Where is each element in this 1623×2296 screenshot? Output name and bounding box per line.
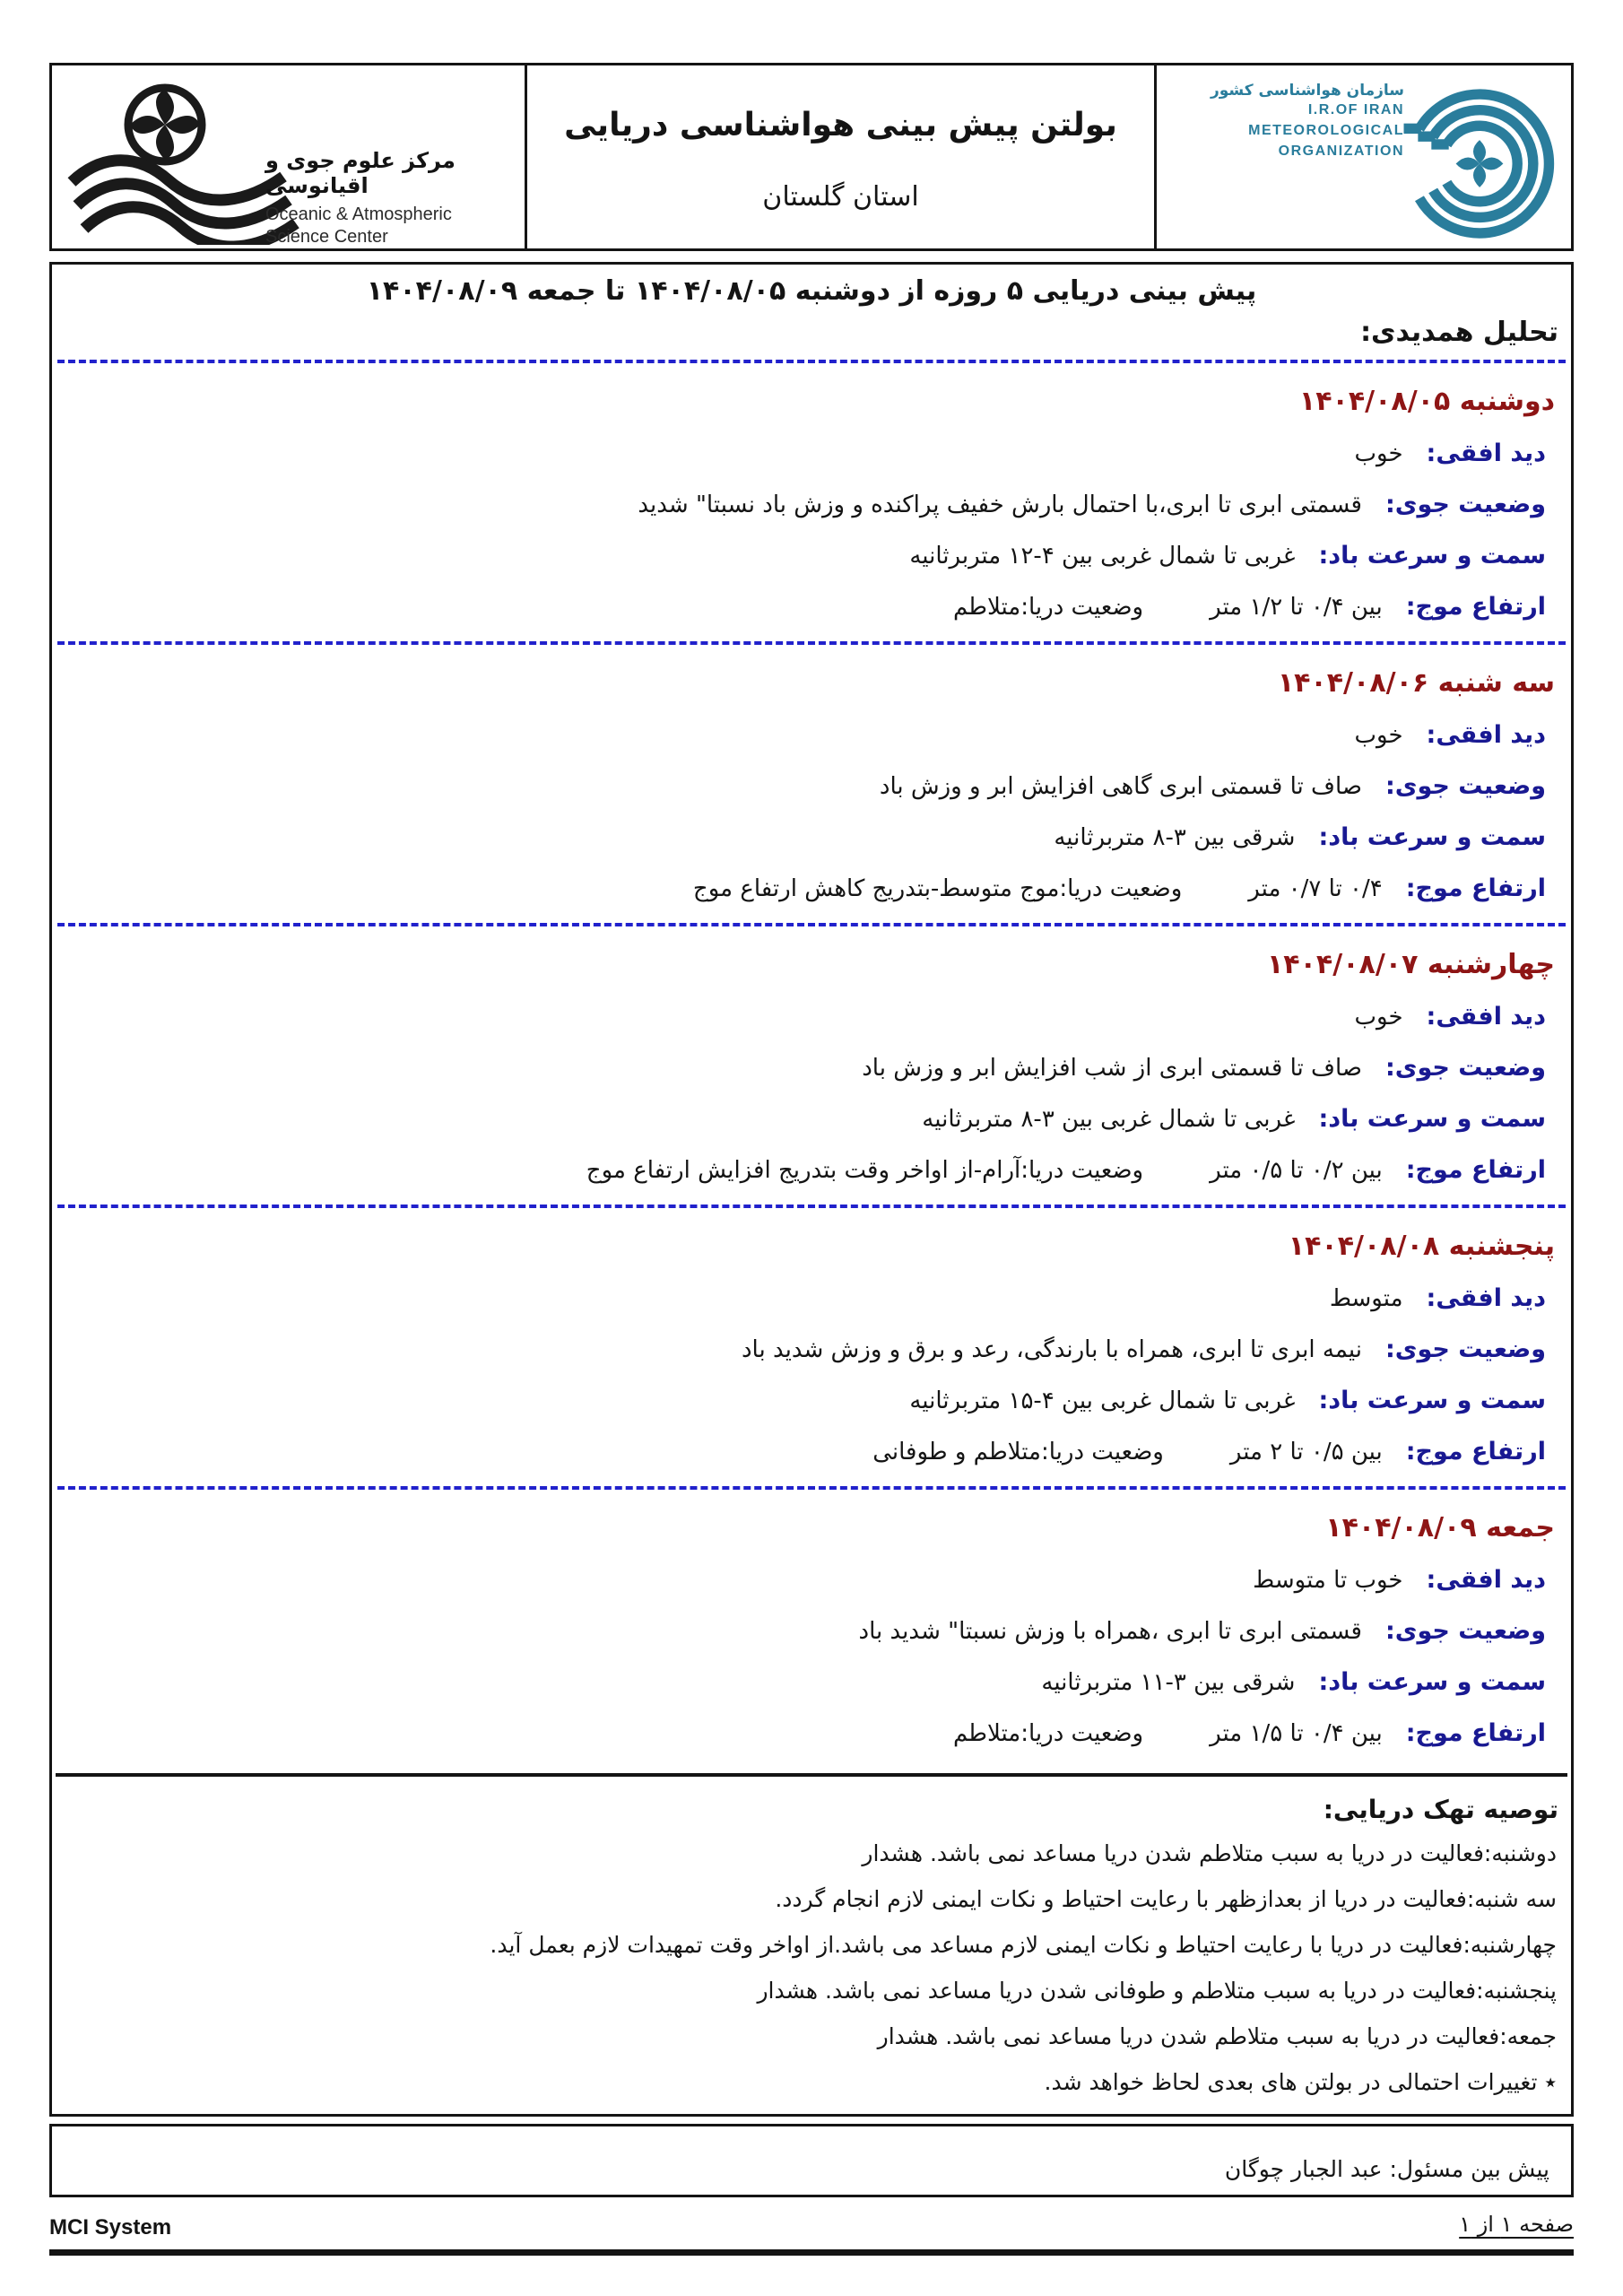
irimo-logo-cell (1157, 65, 1571, 248)
advisory-line: جمعه:فعالیت در دریا به سبب متلاطم شدن دریا مساعد نمی باشد. هشدار (877, 2023, 1557, 2049)
wind-row (52, 812, 1571, 863)
wave-label: ارتفاع موج: (1405, 1719, 1546, 1747)
day-date-heading: چهارشنبه ۱۴۰۴/۰۸/۰۷ (1267, 949, 1555, 980)
oasc-logo-text (265, 148, 516, 248)
day-forecast-monday (52, 383, 1571, 645)
visibility-label: دید افقی: (1426, 1284, 1546, 1312)
wave-row (52, 1708, 1571, 1759)
wind-value: غربی تا شمال غربی بین ۳-۸ متربرثانیه (922, 1105, 1296, 1133)
forecast-period-title: پیش بینی دریایی ۵ روزه از دوشنبه ۱۴۰۴/۰۸/۰۵ تا جمعه ۱۴۰۴/۰۸/۰۹ (366, 275, 1257, 307)
advisory-line: دوشنبه:فعالیت در دریا به سبب متلاطم شدن دریا مساعد نمی باشد. هشدار (862, 1840, 1557, 1866)
weather-value: نیمه ابری تا ابری، همراه با بارندگی، رعد و برق و وزش شدید باد (741, 1335, 1362, 1363)
day-date-heading: پنجشنبه ۱۴۰۴/۰۸/۰۸ (1288, 1231, 1555, 1262)
day-forecast-tuesday (52, 665, 1571, 926)
advisory-note: ٭ تغییرات احتمالی در بولتن های بعدی لحاظ خواهد شد. (1044, 2069, 1557, 2095)
weather-row (52, 1042, 1571, 1093)
weather-label: وضعیت جوی: (1384, 1617, 1546, 1645)
visibility-row (52, 1554, 1571, 1605)
page-number: صفحه ۱ از ۱ (1459, 2212, 1574, 2237)
visibility-value: متوسط (1329, 1284, 1403, 1312)
weather-label: وضعیت جوی: (1384, 772, 1546, 800)
oasc-english-name (265, 204, 516, 248)
sea-state-value: وضعیت دریا:متلاطم و طوفانی (872, 1438, 1164, 1465)
wind-value: غربی تا شمال غربی بین ۴-۱۵ متربرثانیه (909, 1387, 1296, 1414)
irimo-english-line3: ORGANIZATION (1278, 144, 1404, 159)
day-forecast-thursday (52, 1228, 1571, 1490)
oasc-logo-cell (52, 65, 527, 248)
day-date-heading: جمعه ۱۴۰۴/۰۸/۰۹ (1325, 1512, 1555, 1544)
title-cell (527, 65, 1157, 248)
irimo-spiral-icon (1401, 73, 1558, 248)
irimo-english-name (1211, 100, 1404, 161)
sea-state-value: وضعیت دریا:متلاطم (952, 1719, 1144, 1747)
wind-label: سمت و سرعت باد: (1318, 1387, 1546, 1414)
day-date-heading: سه شنبه ۱۴۰۴/۰۸/۰۶ (1277, 667, 1555, 699)
advisory-line: چهارشنبه:فعالیت در دریا با رعایت احتیاط و نکات ایمنی لازم مساعد می باشد.از اواخر وقت تمهیدات لازم بعمل آید. (490, 1932, 1557, 1958)
wave-value: بین ۰/۴ تا ۱/۵ متر (1210, 1719, 1383, 1747)
bulletin-title: بولتن پیش بینی هواشناسی دریایی (564, 107, 1117, 144)
wind-row (52, 1657, 1571, 1708)
forecast-body (49, 262, 1574, 2117)
dashed-divider (57, 360, 1566, 363)
mci-system-label: MCI System (49, 2215, 172, 2239)
wind-row (52, 1375, 1571, 1426)
wave-label: ارتفاع موج: (1405, 1438, 1546, 1465)
wave-label: ارتفاع موج: (1405, 1156, 1546, 1184)
visibility-row (52, 991, 1571, 1042)
wave-label: ارتفاع موج: (1405, 593, 1546, 621)
weather-value: قسمتی ابری تا ابری ،همراه با وزش نسبتا" شدید باد (858, 1617, 1362, 1645)
advisory-line: سه شنبه:فعالیت در دریا از بعدازظهر با رعایت احتیاط و نکات ایمنی لازم انجام گردد. (775, 1886, 1557, 1912)
header (49, 63, 1574, 251)
wave-value: بین ۰/۵ تا ۲ متر (1229, 1438, 1383, 1465)
wave-value: بین ۰/۲ تا ۰/۵ متر (1210, 1156, 1383, 1184)
weather-value: صاف تا قسمتی ابری از شب افزایش ابر و وزش باد (862, 1054, 1362, 1082)
advisory-line: پنجشنبه:فعالیت در دریا به سبب متلاطم و طوفانی شدن دریا مساعد نمی باشد. هشدار (757, 1978, 1557, 2004)
wave-row (52, 1426, 1571, 1477)
wave-row (52, 581, 1571, 632)
wave-value: بین ۰/۴ تا ۱/۲ متر (1210, 593, 1383, 621)
visibility-value: خوب (1354, 1003, 1403, 1031)
wind-label: سمت و سرعت باد: (1318, 542, 1546, 570)
oasc-logo-icon (65, 73, 299, 245)
weather-row (52, 761, 1571, 812)
day-forecast-friday (52, 1509, 1571, 1759)
sea-state-value: وضعیت دریا:متلاطم (952, 593, 1144, 621)
sea-state-value: وضعیت دریا:آرام-از اواخر وقت بتدریج افزایش ارتفاع موج (586, 1156, 1144, 1184)
wave-row (52, 1144, 1571, 1196)
day-date-heading: دوشنبه ۱۴۰۴/۰۸/۰۵ (1298, 386, 1555, 417)
section-separator (56, 1773, 1567, 1777)
forecaster-box (49, 2124, 1574, 2197)
day-forecast-wednesday (52, 946, 1571, 1208)
weather-value: صاف تا قسمتی ابری گاهی افزایش ابر و وزش باد (879, 772, 1362, 800)
visibility-row (52, 1273, 1571, 1324)
wind-label: سمت و سرعت باد: (1318, 1668, 1546, 1696)
visibility-label: دید افقی: (1426, 1003, 1546, 1031)
visibility-row (52, 709, 1571, 761)
weather-label: وضعیت جوی: (1384, 491, 1546, 518)
oasc-english-line1: Oceanic & Atmospheric (265, 204, 452, 224)
visibility-label: دید افقی: (1426, 1566, 1546, 1594)
wave-label: ارتفاع موج: (1405, 874, 1546, 902)
wave-value: ۰/۴ تا ۰/۷ متر (1248, 874, 1383, 902)
sea-state-value: وضعیت دریا:موج متوسط-بتدریج کاهش ارتفاع موج (692, 874, 1183, 902)
weather-row (52, 479, 1571, 530)
weather-label: وضعیت جوی: (1384, 1335, 1546, 1363)
wind-value: شرقی بین ۳-۱۱ متربرثانیه (1041, 1668, 1296, 1696)
wind-row (52, 1093, 1571, 1144)
visibility-value: خوب (1354, 721, 1403, 749)
irimo-english-line1: I.R.OF IRAN (1307, 102, 1404, 117)
irimo-persian-name: سازمان هواشناسی کشور (1210, 82, 1404, 100)
visibility-row (52, 428, 1571, 479)
synoptic-analysis-label: تحلیل همدیدی: (1360, 317, 1558, 348)
marine-advisory-title: توصیه تهک دریایی: (1323, 1795, 1558, 1824)
visibility-value: خوب تا متوسط (1253, 1566, 1403, 1594)
irimo-logo-text (1211, 82, 1404, 161)
oasc-english-line2: Science Center (265, 227, 388, 247)
weather-value: قسمتی ابری تا ابری،با احتمال بارش خفیف پراکنده و وزش باد نسبتا" شدید (638, 491, 1362, 518)
weather-row (52, 1605, 1571, 1657)
wind-value: غربی تا شمال غربی بین ۴-۱۲ متربرثانیه (909, 542, 1296, 570)
bottom-rule (49, 2249, 1574, 2256)
forecaster-name: پیش بین مسئول: عبد الجبار چوگان (1224, 2156, 1549, 2182)
irimo-english-line2: METEOROLOGICAL (1248, 123, 1404, 138)
visibility-label: دید افقی: (1426, 439, 1546, 467)
dashed-divider (57, 641, 1566, 645)
province-subtitle: استان گلستان (762, 181, 919, 213)
wind-label: سمت و سرعت باد: (1318, 823, 1546, 851)
wave-row (52, 863, 1571, 914)
dashed-divider (57, 1205, 1566, 1208)
oasc-persian-name: مرکز علوم جوی و اقیانوسی (265, 148, 456, 198)
dashed-divider (57, 1486, 1566, 1490)
wind-label: سمت و سرعت باد: (1318, 1105, 1546, 1133)
visibility-label: دید افقی: (1426, 721, 1546, 749)
weather-row (52, 1324, 1571, 1375)
wind-row (52, 530, 1571, 581)
wind-value: شرقی بین ۳-۸ متربرثانیه (1054, 823, 1296, 851)
weather-label: وضعیت جوی: (1384, 1054, 1546, 1082)
visibility-value: خوب (1354, 439, 1403, 467)
dashed-divider (57, 923, 1566, 926)
